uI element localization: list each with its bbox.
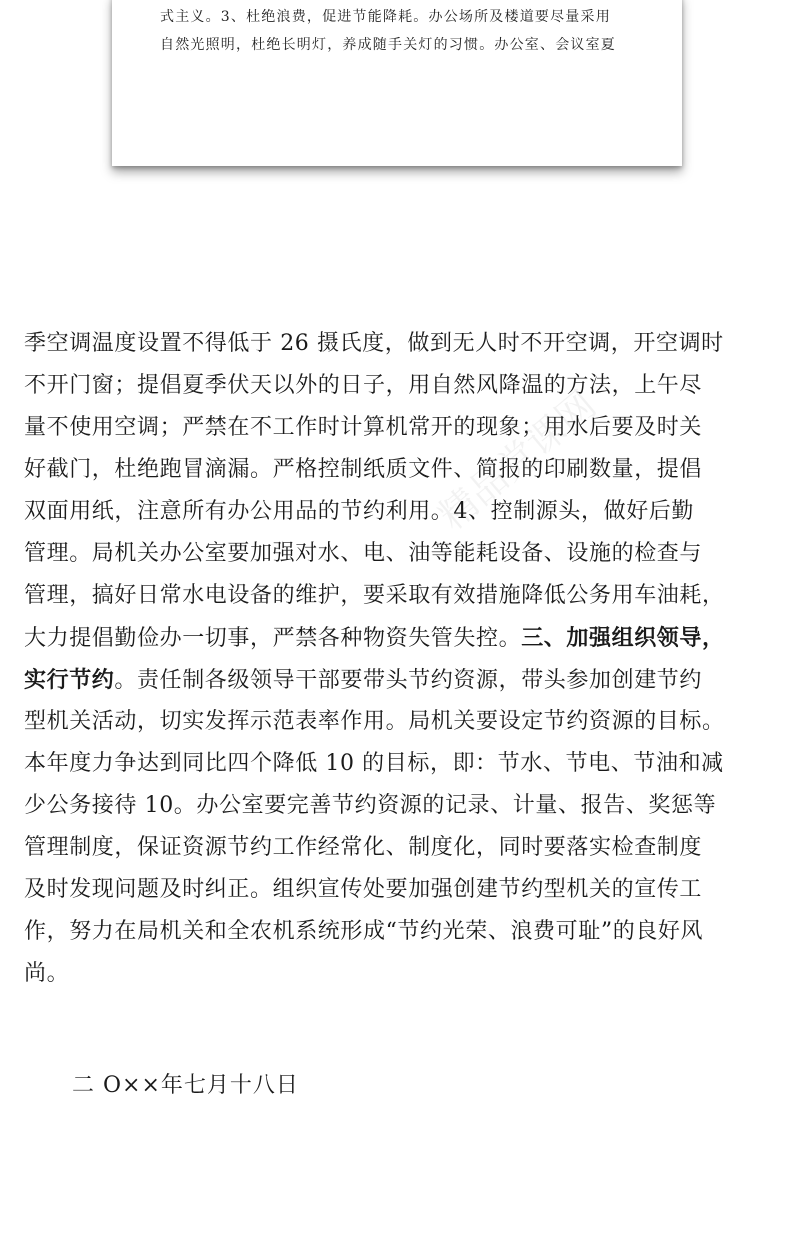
- body-line-text: 大力提倡勤俭办一切事，严禁各种物资失管失控。: [24, 626, 522, 651]
- previous-page-preview: [112, 0, 682, 166]
- body-line: 不开门窗；提倡夏季伏天以外的日子，用自然风降温的方法，上午尽: [24, 373, 703, 398]
- body-line: 作，努力在局机关和全农机系统形成“节约光荣、浪费可耻”的良好风: [24, 919, 704, 944]
- body-line: 管理，搞好日常水电设备的维护，要采取有效措施降低公务用车油耗，: [24, 583, 725, 608]
- body-line: 及时发现问题及时纠正。组织宣传处要加强创建节约型机关的宣传工: [24, 877, 703, 902]
- section-heading: 实行节约: [24, 667, 115, 693]
- body-line: 本年度力争达到同比四个降低 10 的目标，即：节水、节电、节油和减: [24, 751, 724, 776]
- section-heading: 三、加强组织领导，: [521, 625, 725, 651]
- body-line: 尚。: [24, 961, 70, 986]
- body-line: 量不使用空调；严禁在不工作时计算机常开的现象；用水后要及时关: [24, 415, 703, 440]
- watermark: 精品党课网: [430, 382, 605, 539]
- body-line-text: 。责任制各级领导干部要带头节约资源，带头参加创建节约: [114, 668, 703, 693]
- document-date: 二 O××年七月十八日: [72, 1073, 299, 1098]
- body-line: 型机关活动，切实发挥示范表率作用。局机关要设定节约资源的目标。: [24, 709, 725, 734]
- body-line: 管理制度，保证资源节约工作经常化、制度化，同时要落实检查制度: [24, 835, 703, 860]
- body-line: 少公务接待 10。办公室要完善节约资源的记录、计量、报告、奖惩等: [24, 793, 717, 818]
- body-line: 季空调温度设置不得低于 26 摄氏度，做到无人时不开空调，开空调时: [24, 331, 724, 356]
- previous-page-line: 自然光照明，杜绝长明灯，养成随手关灯的习惯。办公室、会议室夏: [160, 37, 616, 53]
- body-line: [24, 660, 702, 700]
- body-line: 好截门，杜绝跑冒滴漏。严格控制纸质文件、简报的印刷数量，提倡: [24, 457, 703, 482]
- previous-page-line: 式主义。3、杜绝浪费，促进节能降耗。办公场所及楼道要尽量采用: [160, 9, 611, 25]
- body-line: [24, 618, 725, 658]
- body-line: 管理。局机关办公室要加强对水、电、油等能耗设备、设施的检查与: [24, 541, 703, 566]
- body-line: 双面用纸，注意所有办公用品的节约利用。4、控制源头，做好后勤: [24, 499, 694, 524]
